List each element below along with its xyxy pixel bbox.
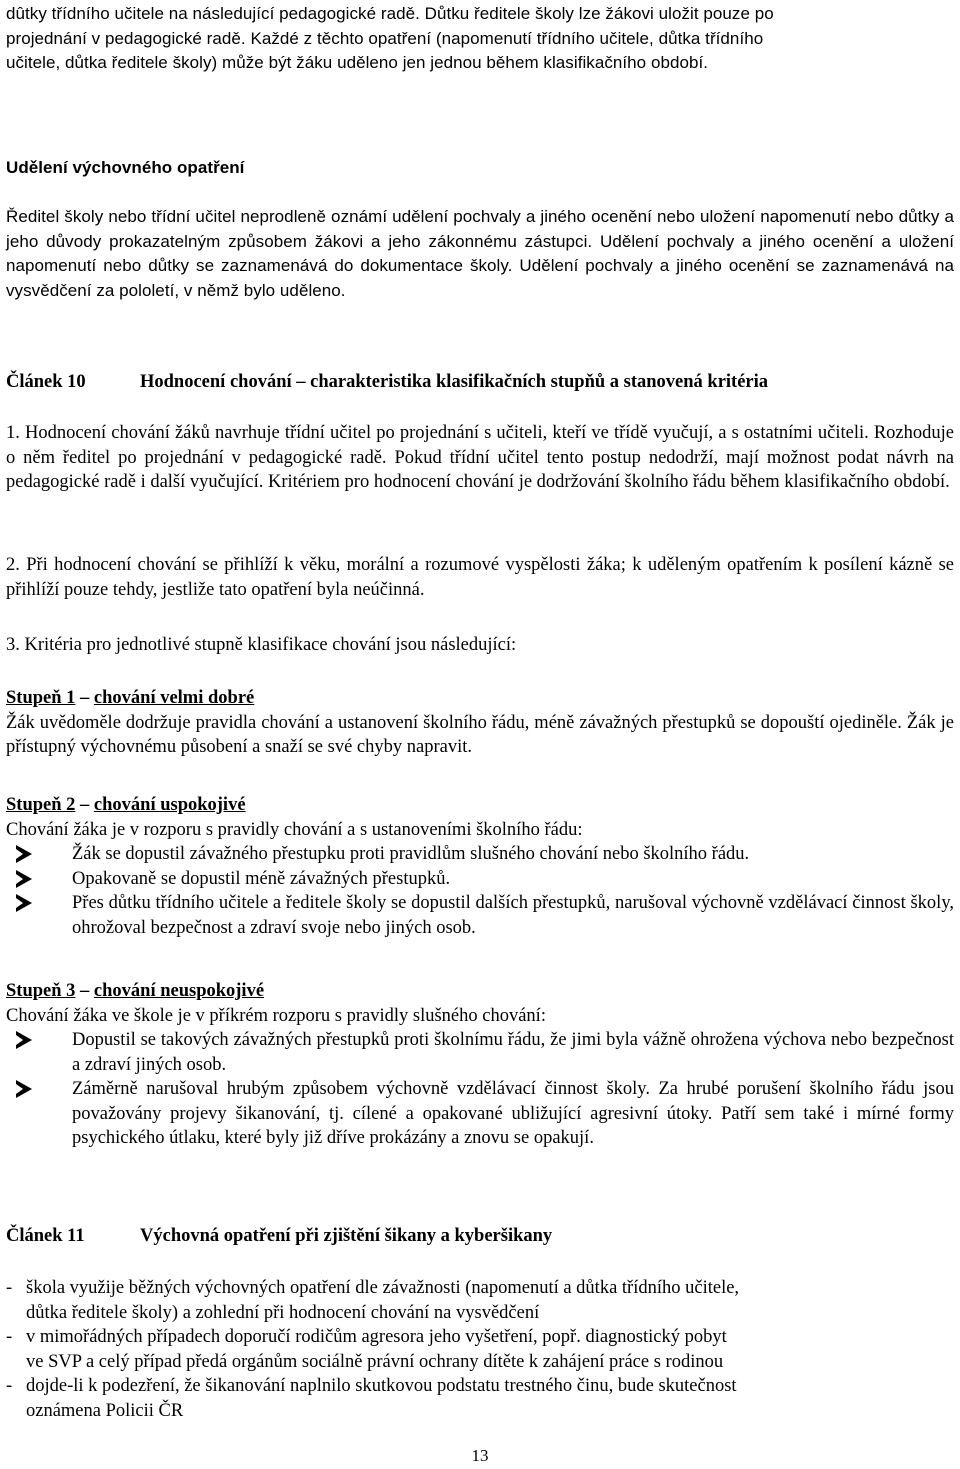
grade-3-block [6,979,954,1151]
grade-2-list [6,842,954,940]
grade-3-intro: Chování žáka ve škole je v příkrém rozporu s pravidly slušného chování: [6,1005,546,1026]
grade-1-block [6,686,954,760]
intro-line: dûtky třídního učitele na následující pedagogické radě. Důtku ředitele školy lze žákovi uložit pouze po [6,4,774,23]
grade-1-heading [6,686,954,711]
grade-2-block [6,793,954,940]
list-item: - v mimořádných případech doporučí rodičům agresora jeho vyšetření, popř. diagnostický pobyt ve SVP a celý případ předá orgánům sociálně právní ochrany dítěte k zahájení práce s rodinou [6,1327,727,1372]
grade-3-list [6,1028,954,1151]
list-item: Dopustil se takových závažných přestupků proti školnímu řádu, že jimi byla vážně ohrožena výchova nebo bezpečnost a zdraví jiných osob. [6,1028,954,1077]
grade-3-name: chování neuspokojivé [93,981,265,1001]
grade-3-heading [6,979,954,1004]
article-11-heading [6,1224,954,1249]
grade-1-label: Stupeň 1 [6,688,76,708]
intro-line: učitele, důtka ředitele školy) může být žáku uděleno jen jednou během klasifikačního období. [6,53,709,72]
dash-bullet: - [6,1278,13,1298]
article-title: Hodnocení chování – charakteristika klasifikačních stupňů a stanovená kritéria [140,372,769,392]
dash-bullet: - [6,1376,13,1396]
grade-2-name: chování uspokojivé [93,795,246,815]
section-heading: Udělení výchovného opatření [6,158,245,177]
article-11-list [6,1276,954,1423]
grade-1-name: chování velmi dobré [93,688,255,708]
article-number: Článek 11 [6,1226,85,1246]
page-number: 13 [471,1446,489,1465]
grade-3-separator: – [75,981,94,1001]
article-title: Výchovná opatření při zjištění šikany a kyberšikany [140,1226,553,1246]
grade-3-label: Stupeň 3 [6,981,76,1001]
arrow-bullet-icon [16,1080,32,1098]
list-item: - dojde-li k podezření, že šikanování naplnilo skutkovou podstatu trestného činu, bude skutečnost oznámena Policii ČR [6,1376,737,1421]
list-item: Přes důtku třídního učitele a ředitele školy se dopustil dalších přestupků, narušoval výchovně vzdělávací činnost školy, ohrožoval bezpečnost a zdraví svoje nebo jiných osob. [6,891,954,940]
list-item: Opakovaně se dopustil méně závažných přestupků. [6,867,954,892]
paragraph-2: 2. Při hodnocení chování se přihlíží k věku, morální a rozumové vyspělosti žáka; k uděleným opatřením k posílení kázně se přihlíží pouze tehdy, jestliže tato opatření byla neúčinná. [6,555,954,600]
article-number: Článek 10 [6,372,86,392]
intro-text [6,2,954,76]
list-item: Žák se dopustil závažného přestupku proti pravidlům slušného chování nebo školního řádu. [6,842,954,867]
arrow-bullet-icon [16,894,32,912]
arrow-bullet-icon [16,1031,32,1049]
section-paragraph: Ředitel školy nebo třídní učitel neprodleně oznámí udělení pochvaly a jiného ocenění nebo uložení napomenutí nebo důtky a jeho důvody prokazatelným způsobem žákovi a jeho zákonnému zástupci. Udělení pochvaly a jiného ocenění a uložení napomenutí nebo důtky se zaznamenává do dokumentace školy. Udělení pochvaly a jiného ocenění se zaznamenává na vysvědčení za pololetí, v němž bylo uděleno. [6,207,954,300]
paragraph-3: 3. Kritéria pro jednotlivé stupně klasifikace chování jsou následující: [6,635,517,655]
grade-2-heading [6,793,954,818]
grade-2-intro: Chování žáka je v rozporu s pravidly chování a s ustanoveními školního řádu: [6,819,583,840]
grade-2-separator: – [75,795,94,815]
list-item: Záměrně narušoval hrubým způsobem výchovně vzdělávací činnost školy. Za hrubé porušení školního řádu jsou považovány projevy šikanování, tj. cílené a opakované ubližující agresivní útoky. Patří sem také i mírné formy psychického útlaku, které byly již dříve prokázány a znovu se opakují. [6,1077,954,1151]
grade-1-text: Žák uvědoměle dodržuje pravidla chování a ustanovení školního řádu, méně závažných přestupků se dopouští ojediněle. Žák je přístupný výchovnému působení a snaží se své chyby napravit. [6,712,954,757]
dash-bullet: - [6,1327,13,1347]
arrow-bullet-icon [16,845,32,863]
list-item: - škola využije běžných výchovných opatření dle závažnosti (napomenutí a důtka třídního učitele, důtka ředitele školy) a zohlední při hodnocení chování na vysvědčení [6,1278,740,1323]
intro-line: projednání v pedagogické radě. Každé z těchto opatření (napomenutí třídního učitele, důtka třídního [6,28,764,48]
arrow-bullet-icon [16,870,32,888]
article-10-heading [6,370,954,395]
grade-1-separator: – [75,688,94,708]
grade-2-label: Stupeň 2 [6,795,76,815]
paragraph-1: 1. Hodnocení chování žáků navrhuje třídní učitel po projednání s učiteli, kteří ve třídě vyučují, a s ostatními učiteli. Rozhoduje o něm ředitel po projednání v pedagogické radě. Pokud třídní učitel tento postup nedodrží, mají možnost podat návrh na pedagogické radě i další vyučující. Kritériem pro hodnocení chování je dodržování školního řádu během klasifikačního období. [6,423,954,492]
